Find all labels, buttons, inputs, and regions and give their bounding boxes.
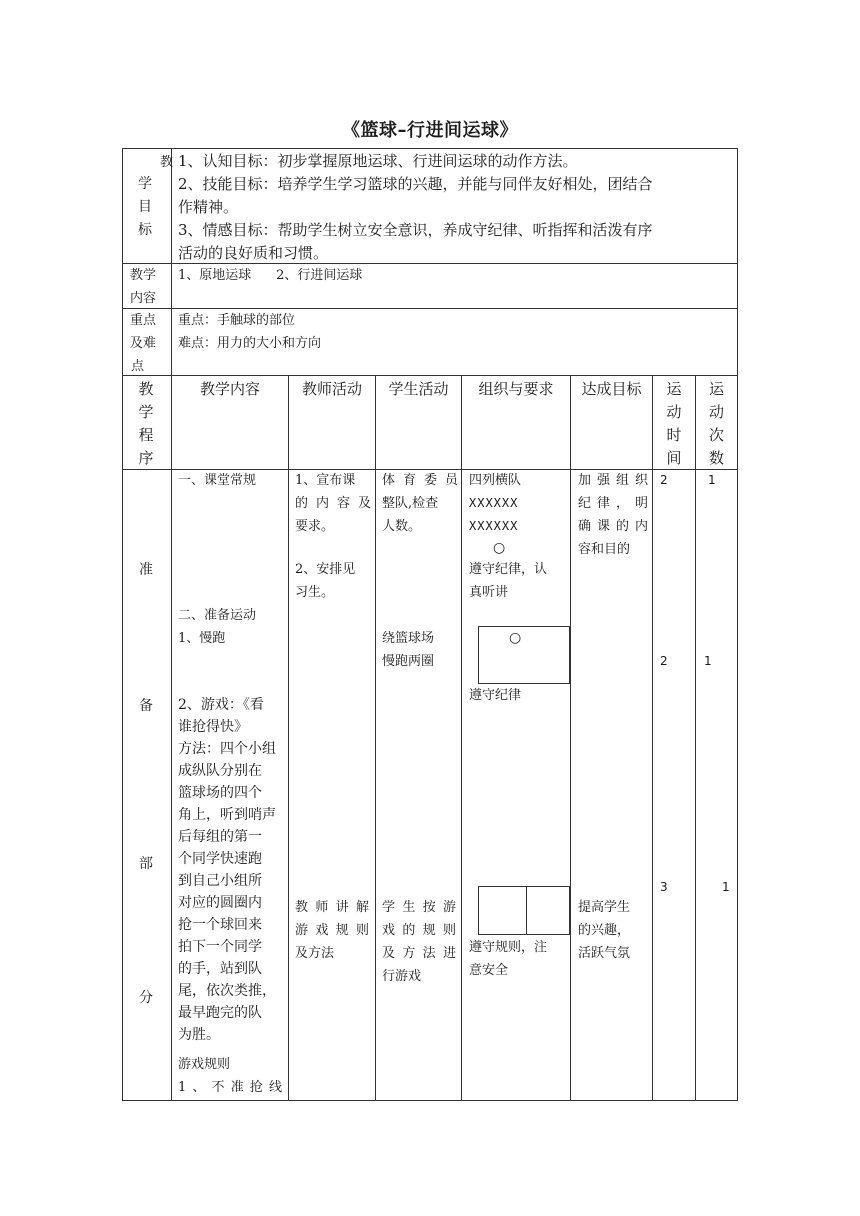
time-value: 2 xyxy=(660,473,668,487)
time-value: 2 xyxy=(660,654,668,668)
count-value: 1 xyxy=(722,880,730,894)
time-value: 3 xyxy=(660,880,668,894)
page-title: 《篮球–行进间运球》 xyxy=(342,120,518,141)
count-value: 1 xyxy=(704,654,712,668)
teacher-circle-icon: ○ xyxy=(493,540,506,556)
key-points-label: 重点 及难 点 xyxy=(130,313,157,374)
game-court-diagram xyxy=(478,886,570,935)
court-circle-icon: ○ xyxy=(509,630,522,646)
formation-row-2: XXXXXX xyxy=(469,519,519,533)
game-court-divider xyxy=(526,886,527,935)
header-student-activity: 学生活动 xyxy=(388,380,449,398)
header-goal: 达成目标 xyxy=(581,380,642,398)
header-time: 运 动 时 间 xyxy=(666,380,682,467)
header-teacher-activity: 教师活动 xyxy=(301,380,362,398)
content-text: 1、原地运球 2、行进间运球 xyxy=(178,268,363,283)
content-label: 教学 内容 xyxy=(130,268,157,306)
court-diagram xyxy=(478,626,570,684)
formation-row-1: XXXXXX xyxy=(469,496,519,510)
header-organization: 组织与要求 xyxy=(478,380,554,398)
key-points-text: 重点：手触球的部位 难点：用力的大小和方向 xyxy=(178,313,322,351)
count-value: 1 xyxy=(708,473,716,487)
header-count: 运 动 次 数 xyxy=(708,380,724,467)
header-procedure: 教 学 程 序 xyxy=(138,380,154,467)
header-teaching-content: 教学内容 xyxy=(199,380,260,398)
